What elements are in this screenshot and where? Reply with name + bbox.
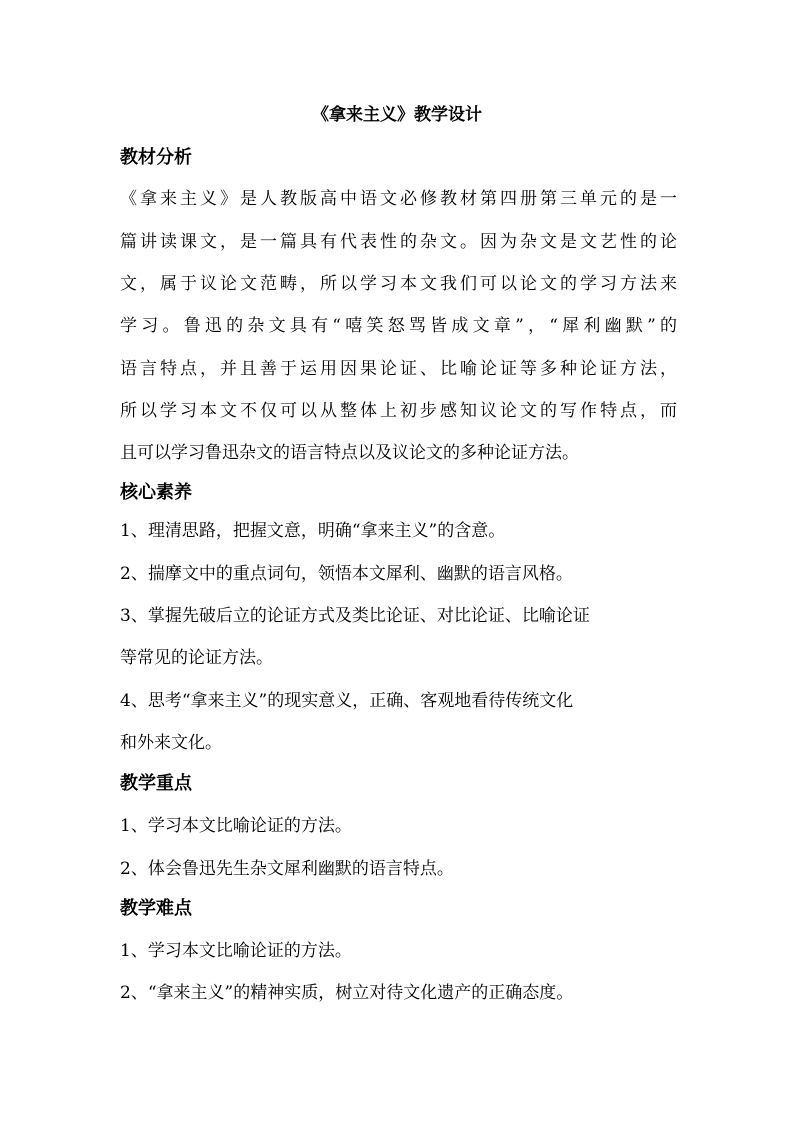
paragraph-line: 《拿来主义》是人教版高中语文必修教材第四册第三单元的是一	[120, 189, 677, 209]
list-item-continuation: 和外来文化。	[120, 733, 222, 753]
paragraph-line: 篇讲读课文，是一篇具有代表性的杂文。因为杂文是文艺性的论	[120, 232, 677, 252]
list-item: 2、体会鲁迅先生杂文犀利幽默的语言特点。	[120, 859, 454, 879]
section-heading-teaching-focus: 教学重点	[120, 773, 192, 794]
document-title: 《拿来主义》教学设计	[312, 105, 482, 125]
section-heading-teaching-difficulty: 教学难点	[120, 898, 192, 919]
paragraph-line: 学习。鲁迅的杂文具有“嘻笑怒骂皆成文章”，“犀利幽默”的	[120, 316, 677, 336]
list-item: 2、揣摩文中的重点词句，领悟本文犀利、幽默的语言风格。	[120, 564, 573, 584]
paragraph-line: 文，属于议论文范畴，所以学习本文我们可以论文的学习方法来	[120, 274, 677, 294]
list-item: 1、学习本文比喻论证的方法。	[120, 941, 352, 961]
list-item: 1、学习本文比喻论证的方法。	[120, 816, 352, 836]
list-item: 4、思考“拿来主义”的现实意义，正确、客观地看待传统文化	[120, 691, 574, 711]
section-heading-core-literacy: 核心素养	[120, 482, 192, 503]
paragraph-line: 且可以学习鲁迅杂文的语言特点以及议论文的多种论证方法。	[120, 443, 579, 463]
paragraph-line: 语言特点，并且善于运用因果论证、比喻论证等多种论证方法，	[120, 359, 677, 379]
list-item-continuation: 等常见的论证方法。	[120, 648, 273, 668]
section-heading-material-analysis: 教材分析	[120, 147, 192, 168]
paragraph-line: 所以学习本文不仅可以从整体上初步感知议论文的写作特点，而	[120, 401, 677, 421]
list-item: 1、理清思路，把握文意，明确“拿来主义”的含意。	[120, 521, 506, 541]
list-item: 3、掌握先破后立的论证方式及类比论证、对比论证、比喻论证	[120, 606, 590, 626]
list-item: 2、“拿来主义”的精神实质，树立对待文化遗产的正确态度。	[120, 983, 574, 1003]
